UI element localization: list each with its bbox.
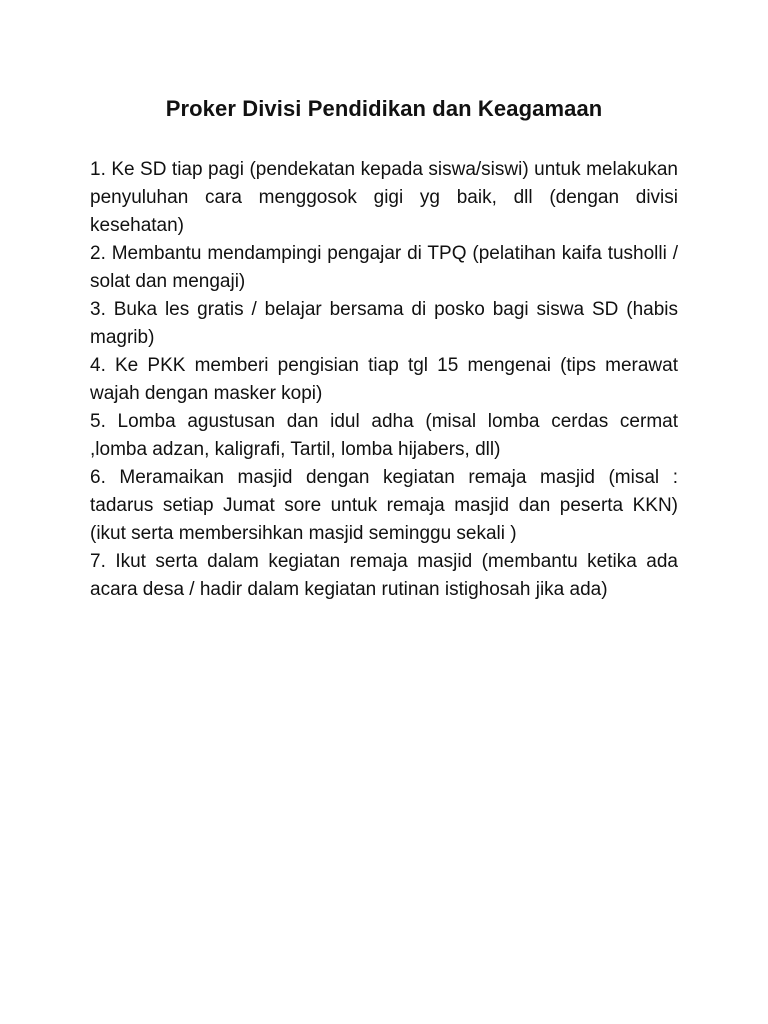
program-list xyxy=(90,156,678,604)
list-item: 2. Membantu mendampingi pengajar di TPQ (pelatihan kaifa tusholli / solat dan mengaji) xyxy=(90,243,678,292)
document-title: Proker Divisi Pendidikan dan Keagamaan xyxy=(165,96,603,121)
document-page xyxy=(90,96,678,604)
list-item: 7. Ikut serta dalam kegiatan remaja masjid (membantu ketika ada acara desa / hadir dalam kegiatan rutinan istighosah jika ada) xyxy=(90,551,678,600)
list-item: 6. Meramaikan masjid dengan kegiatan remaja masjid (misal : tadarus setiap Jumat sore untuk remaja masjid dan peserta KKN) (ikut serta membersihkan masjid seminggu sekali ) xyxy=(90,467,678,544)
list-item: 1. Ke SD tiap pagi (pendekatan kepada siswa/siswi) untuk melakukan penyuluhan cara menggosok gigi yg baik, dll (dengan divisi kesehatan) xyxy=(90,159,678,236)
list-item: 5. Lomba agustusan dan idul adha (misal lomba cerdas cermat ,lomba adzan, kaligrafi, Tartil, lomba hijabers, dll) xyxy=(90,411,678,460)
list-item: 4. Ke PKK memberi pengisian tiap tgl 15 mengenai (tips merawat wajah dengan masker kopi) xyxy=(90,355,678,404)
list-item: 3. Buka les gratis / belajar bersama di posko bagi siswa SD (habis magrib) xyxy=(90,299,678,348)
